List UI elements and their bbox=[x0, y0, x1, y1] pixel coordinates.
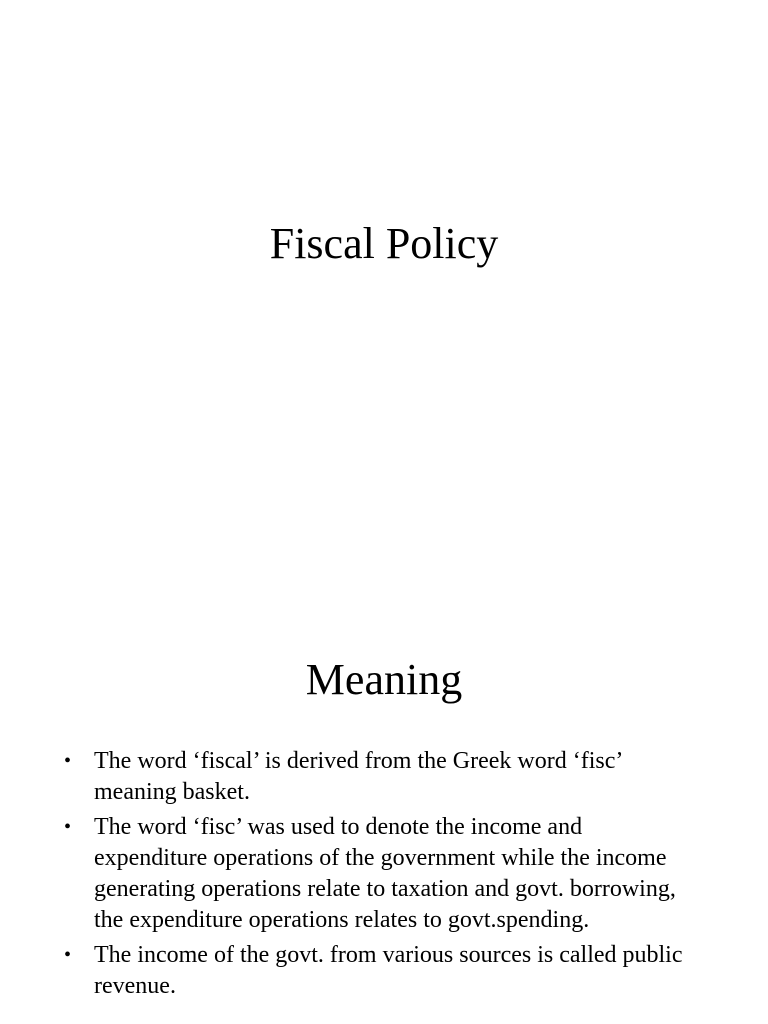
bullet-text: The income of the govt. from various sources is called public revenue. bbox=[94, 942, 683, 999]
bullet-item bbox=[0, 940, 768, 1002]
bullet-item bbox=[0, 746, 768, 808]
bullet-text: The word ‘fisc’ was used to denote the income and expenditure operations of the government while the income generating operations relate to taxation and govt. borrowing, the expenditure operations relates to govt.spending. bbox=[94, 814, 676, 933]
bullet-icon: • bbox=[64, 816, 72, 838]
slide-meaning-heading: Meaning bbox=[305, 655, 463, 704]
bullet-item bbox=[0, 812, 768, 936]
bullet-icon: • bbox=[64, 944, 72, 966]
bullet-text: The word ‘fiscal’ is derived from the Greek word ‘fisc’ meaning basket. bbox=[94, 748, 622, 805]
slide-meaning bbox=[0, 576, 768, 1024]
bullet-icon: • bbox=[64, 750, 72, 772]
slide-title-heading: Fiscal Policy bbox=[269, 219, 499, 268]
bullet-list bbox=[0, 746, 768, 1006]
